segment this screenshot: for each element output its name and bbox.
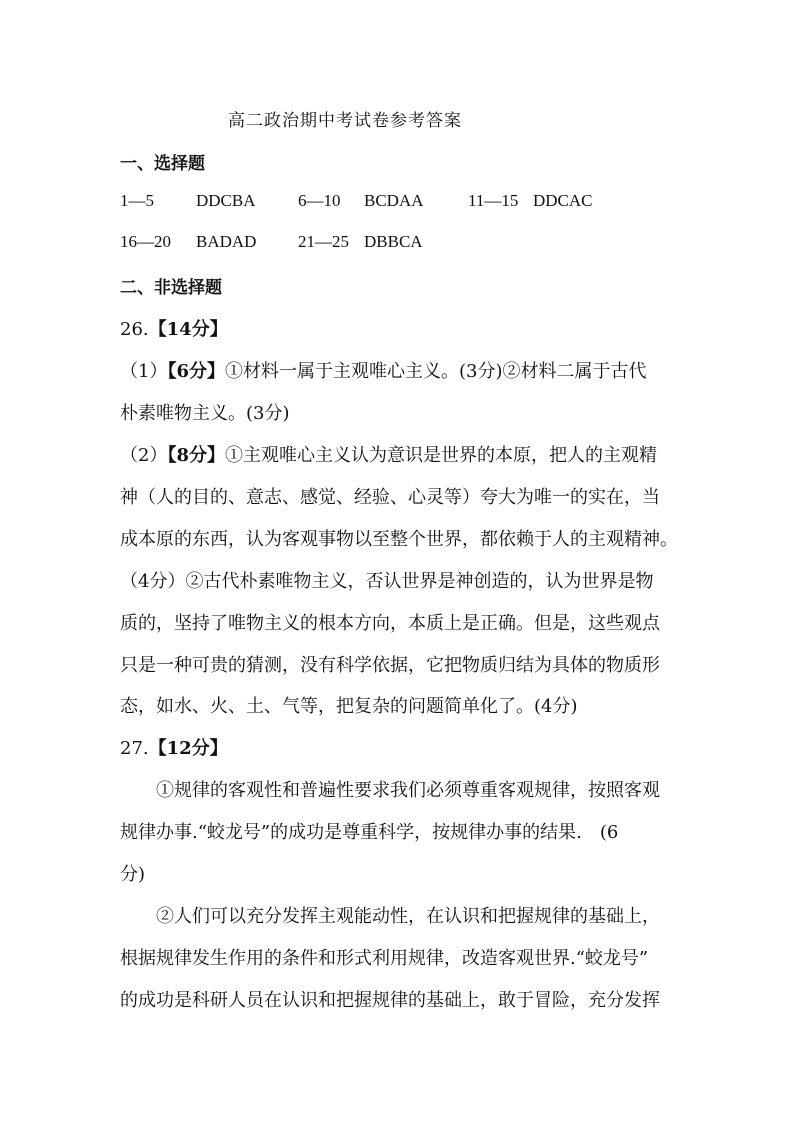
q26-part2-line2: 神（人的目的、意志、感觉、经验、心灵等）夸大为唯一的实在，当 xyxy=(120,487,660,508)
section-heading-multiple-choice: 一、选择题 xyxy=(120,154,205,174)
q26-part2-line6: 只是一种可贵的猜测，没有科学依据，它把物质归结为具体的物质形 xyxy=(120,655,660,676)
q27-point1-line1: ①规律的客观性和普遍性要求我们必须尊重客观规律，按照客观 xyxy=(156,780,660,801)
question-number: 26. xyxy=(120,319,149,340)
answer-range: 11—15 xyxy=(468,191,519,210)
q26-part2-line1 xyxy=(120,441,657,467)
q26-part2-line3: 成本原的东西，认为客观事物以至整个世界，都依赖于人的主观精神。 xyxy=(120,529,678,550)
q27-point1-line3: 分) xyxy=(120,864,146,885)
answer-text: ①材料一属于主观唯心主义。(3分)②材料二属于古代 xyxy=(224,361,647,382)
answer-letters: BADAD xyxy=(196,232,257,251)
q27-point2-line1: ②人们可以充分发挥主观能动性，在认识和把握规律的基础上， xyxy=(156,906,660,927)
q26-part1-line1 xyxy=(120,357,646,383)
question-27-header xyxy=(120,734,228,760)
question-score: 【12分】 xyxy=(148,738,228,759)
answer-row-2 xyxy=(120,232,720,254)
answer-range: 1—5 xyxy=(120,191,154,210)
part-score: 【6分】 xyxy=(167,361,225,382)
answer-row-1 xyxy=(120,191,720,213)
part-score: 【8分】 xyxy=(167,445,225,466)
part-prefix: （1） xyxy=(120,361,168,382)
q27-point2-line3: 的成功是科研人员在认识和把握规律的基础上，敢于冒险，充分发挥 xyxy=(120,990,660,1011)
question-score: 【14分】 xyxy=(148,319,228,340)
q26-part2-line5: 质的，坚持了唯物主义的根本方向，本质上是正确。但是，这些观点 xyxy=(120,613,660,634)
answer-letters: DDCAC xyxy=(533,191,593,210)
section-heading-non-choice: 二、非选择题 xyxy=(120,278,222,298)
q26-part2-line4: （4分）②古代朴素唯物主义，否认世界是神创造的，认为世界是物 xyxy=(120,571,654,592)
answer-range: 21—25 xyxy=(298,232,349,251)
page-title: 高二政治期中考试卷参考答案 xyxy=(228,111,462,131)
answer-text: ①主观唯心主义认为意识是世界的本原，把人的主观精 xyxy=(224,445,657,466)
part-prefix: （2） xyxy=(120,445,168,466)
answer-range: 16—20 xyxy=(120,232,171,251)
q26-part2-line7: 态，如水、火、土、气等，把复杂的问题简单化了。(4分) xyxy=(120,696,578,717)
q27-point2-line2: 根据规律发生作用的条件和形式利用规律，改造客观世界.“蛟龙号” xyxy=(120,948,649,969)
answer-letters: BCDAA xyxy=(364,191,424,210)
question-number: 27. xyxy=(120,738,149,759)
q27-point1-line2: 规律办事.“蛟龙号”的成功是尊重科学，按规律办事的结果. (6 xyxy=(120,822,619,843)
question-26-header xyxy=(120,315,228,341)
answer-letters: DDCBA xyxy=(196,191,256,210)
q26-part1-line2: 朴素唯物主义。(3分) xyxy=(120,403,290,424)
answer-letters: DBBCA xyxy=(364,232,423,251)
answer-range: 6—10 xyxy=(298,191,341,210)
